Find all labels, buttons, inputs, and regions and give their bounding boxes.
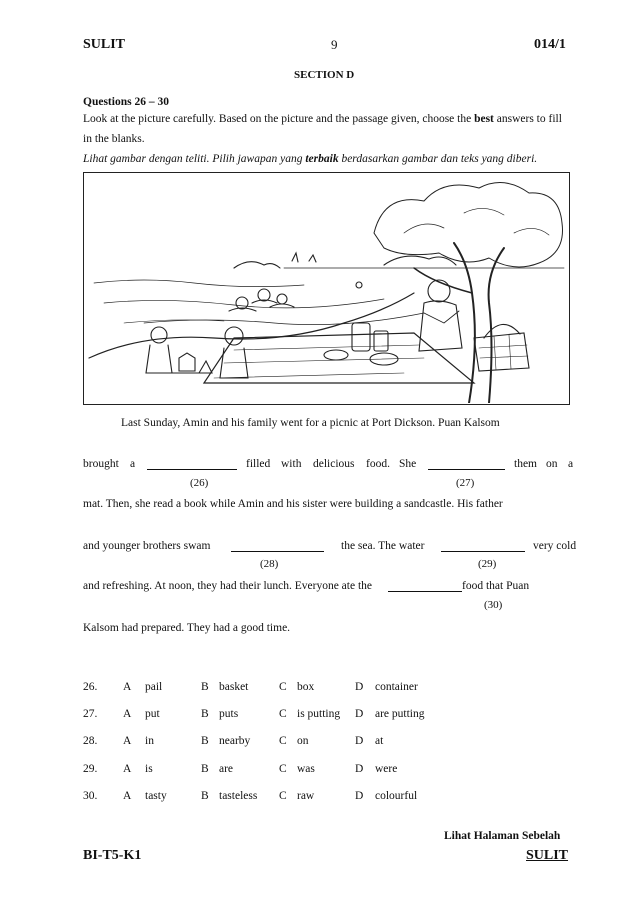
option-c[interactable]: raw [297, 790, 315, 802]
passage-line-2-w1: brought [83, 458, 119, 470]
passage-line-5-b: food that Puan [462, 580, 530, 592]
instruction-my-text-1: Lihat gambar dengan teliti. Pilih jawapan yang [83, 153, 306, 165]
option-letter-d: D [355, 708, 364, 720]
option-c[interactable]: was [297, 763, 315, 775]
blank-number-29: (29) [478, 558, 497, 570]
option-letter-a: A [123, 763, 132, 775]
question-number: 27. [83, 708, 98, 720]
passage-line-4-b: the sea. The water [341, 540, 425, 552]
option-c[interactable]: is putting [297, 708, 341, 720]
option-c[interactable]: on [297, 735, 309, 747]
option-c[interactable]: box [297, 681, 315, 693]
option-a[interactable]: is [145, 763, 153, 775]
picnic-scene-drawing [84, 173, 568, 403]
passage-line-4-c: very cold [533, 540, 577, 552]
instruction-en [83, 112, 562, 126]
page-number: 9 [331, 37, 338, 52]
picnic-picture [83, 172, 570, 405]
option-letter-b: B [201, 681, 209, 693]
option-letter-a: A [123, 708, 132, 720]
option-letter-c: C [279, 708, 287, 720]
blank-29[interactable] [441, 541, 525, 552]
option-d[interactable]: were [375, 763, 398, 775]
option-b[interactable]: puts [219, 708, 239, 720]
option-letter-d: D [355, 681, 364, 693]
option-d[interactable]: container [375, 681, 418, 693]
instruction-my [83, 152, 537, 166]
blank-30[interactable] [388, 581, 462, 592]
blank-28[interactable] [231, 541, 324, 552]
instruction-my-bold: terbaik [305, 153, 339, 165]
question-number: 28. [83, 735, 98, 747]
option-letter-c: C [279, 790, 287, 802]
option-letter-c: C [279, 681, 287, 693]
instruction-en-bold: best [474, 113, 494, 125]
option-a[interactable]: pail [145, 681, 163, 693]
option-b[interactable]: basket [219, 681, 249, 693]
blank-number-30: (30) [484, 599, 503, 611]
blank-number-27: (27) [456, 477, 475, 489]
option-a[interactable]: in [145, 735, 154, 747]
instruction-en-text-2: answers to fill [493, 113, 562, 125]
section-title: SECTION D [294, 69, 355, 81]
passage-line-2-w8: them [514, 458, 537, 470]
option-letter-c: C [279, 763, 287, 775]
passage-line-1: Last Sunday, Amin and his family went for a picnic at Port Dickson. Puan Kalsom [121, 417, 500, 429]
passage-line-2-w6: food. [366, 458, 390, 470]
question-number: 29. [83, 763, 98, 775]
header-sulit: SULIT [83, 37, 126, 52]
passage-line-3: mat. Then, she read a book while Amin and his sister were building a sandcastle. His father [83, 498, 503, 510]
question-number: 26. [83, 681, 98, 693]
blank-27[interactable] [428, 459, 505, 470]
passage-line-2-w7: She [399, 458, 417, 470]
option-letter-b: B [201, 763, 209, 775]
option-letter-c: C [279, 735, 287, 747]
option-b[interactable]: are [219, 763, 234, 775]
passage-line-2-w10: a [568, 458, 574, 470]
option-b[interactable]: nearby [219, 735, 251, 747]
option-d[interactable]: colourful [375, 790, 418, 802]
option-b[interactable]: tasteless [219, 790, 258, 802]
option-letter-a: A [123, 790, 132, 802]
option-letter-d: D [355, 735, 364, 747]
footer-next-page: Lihat Halaman Sebelah [444, 830, 561, 842]
header-code: 014/1 [534, 37, 566, 52]
passage-line-2-w2: a [130, 458, 136, 470]
option-letter-b: B [201, 735, 209, 747]
passage-line-2-w5: delicious [313, 458, 355, 470]
passage-line-2-w3: filled [246, 458, 271, 470]
instruction-my-text-2: berdasarkan gambar dan teks yang diberi. [338, 153, 538, 165]
passage-line-6: Kalsom had prepared. They had a good time. [83, 622, 291, 634]
blank-number-28: (28) [260, 558, 279, 570]
blank-number-26: (26) [190, 477, 209, 489]
question-number: 30. [83, 790, 98, 802]
option-d[interactable]: at [375, 735, 384, 747]
option-d[interactable]: are putting [375, 708, 425, 720]
passage-line-4-a: and younger brothers swam [83, 540, 211, 552]
passage-line-2-w4: with [281, 458, 302, 470]
option-letter-d: D [355, 763, 364, 775]
option-letter-b: B [201, 708, 209, 720]
footer-sulit: SULIT [526, 848, 569, 863]
passage-line-5-a: and refreshing. At noon, they had their lunch. Everyone ate the [83, 580, 373, 592]
option-a[interactable]: tasty [145, 790, 167, 802]
option-letter-a: A [123, 681, 132, 693]
option-letter-b: B [201, 790, 209, 802]
option-letter-a: A [123, 735, 132, 747]
blank-26[interactable] [147, 459, 237, 470]
footer-code: BI-T5-K1 [83, 848, 142, 863]
instruction-en-line2: in the blanks. [83, 133, 145, 145]
questions-range: Questions 26 – 30 [83, 96, 169, 108]
passage-line-2-w9: on [546, 458, 558, 470]
option-letter-d: D [355, 790, 364, 802]
option-a[interactable]: put [145, 708, 160, 720]
instruction-en-text-1: Look at the picture carefully. Based on the picture and the passage given, choose the [83, 113, 475, 125]
